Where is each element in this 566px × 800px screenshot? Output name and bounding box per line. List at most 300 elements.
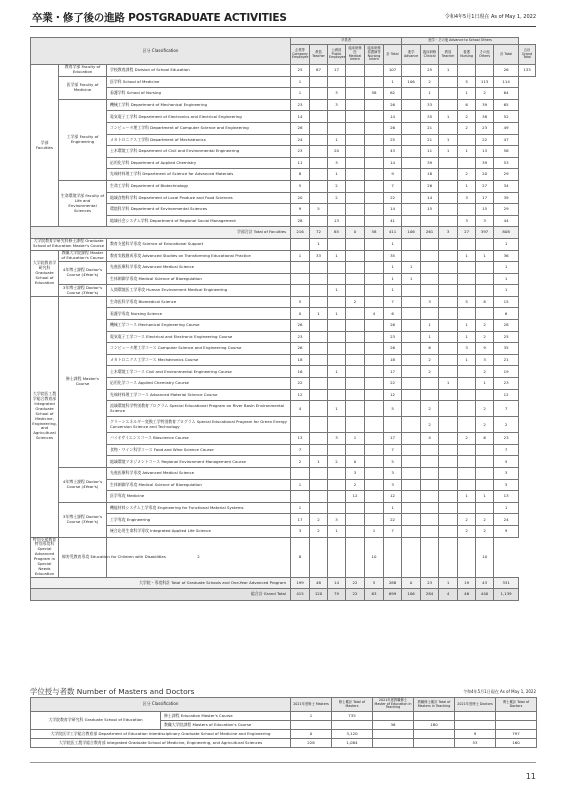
value-cell: 1 — [402, 262, 421, 274]
value-cell — [439, 308, 458, 320]
value-cell: 1 — [439, 577, 458, 589]
table-row — [31, 401, 536, 417]
row-label: 先端材料理工学コース Advanced Material Science Course — [107, 389, 291, 401]
value-cell — [421, 389, 439, 401]
value-cell: 2 — [328, 192, 346, 204]
value-cell: 23 — [494, 433, 519, 445]
value-cell — [402, 122, 421, 134]
value-cell — [439, 456, 458, 468]
value-cell — [346, 238, 365, 250]
value-cell: 2 — [476, 525, 494, 537]
value-cell — [346, 65, 365, 77]
value-cell — [421, 502, 439, 514]
row-label: 土木環境工学コース Civil and Environmental Engineering Course — [107, 366, 291, 378]
value-cell — [310, 401, 328, 417]
value-cell — [310, 169, 328, 181]
value-cell: 808 — [494, 227, 519, 239]
value-cell: 14 — [384, 111, 402, 123]
value-cell: 10 — [476, 537, 494, 577]
table-row — [31, 589, 536, 601]
value-cell: 38 — [476, 111, 494, 123]
value-cell — [328, 331, 346, 343]
table-row — [31, 354, 536, 366]
table-row — [31, 433, 536, 445]
value-cell — [384, 417, 402, 433]
value-cell: 72 — [310, 227, 328, 239]
value-cell — [402, 378, 421, 390]
value-cell: 6 — [476, 433, 494, 445]
value-cell — [421, 308, 439, 320]
value-cell: 17 — [476, 192, 494, 204]
value-cell — [365, 343, 384, 355]
value-cell — [365, 285, 384, 297]
value-cell: 26 — [384, 122, 402, 134]
row-label: 学校教育課程 Division of School Education — [107, 65, 291, 77]
value-cell — [310, 389, 328, 401]
value-cell — [439, 215, 458, 227]
value-cell — [439, 192, 458, 204]
value-cell — [328, 76, 346, 88]
value-cell — [458, 366, 476, 378]
value-cell: 1 — [439, 134, 458, 146]
row-label: 障害児教育専攻 Education for Children with Disabilities — [59, 537, 107, 577]
value-cell: 26 — [384, 343, 402, 355]
table-row — [31, 389, 536, 401]
value-cell: 2 — [458, 433, 476, 445]
value-cell — [346, 122, 365, 134]
value-cell — [328, 122, 346, 134]
value-cell: 5 — [291, 180, 310, 192]
value-cell: 3 — [346, 468, 365, 480]
value-cell: 1 — [458, 320, 476, 332]
degree-value-cell: 53 — [455, 739, 496, 748]
value-cell — [346, 444, 365, 456]
value-cell: 1 — [310, 238, 328, 250]
value-cell: 1 — [458, 250, 476, 262]
value-cell — [346, 146, 365, 158]
value-cell: 1 — [384, 502, 402, 514]
value-cell: 0 — [346, 456, 365, 468]
table-row — [31, 238, 536, 250]
value-cell — [439, 417, 458, 433]
value-cell: 5 — [384, 401, 402, 417]
value-cell — [310, 146, 328, 158]
value-cell — [365, 401, 384, 417]
value-cell — [421, 444, 439, 456]
value-cell: 53 — [494, 157, 519, 169]
value-cell — [476, 389, 494, 401]
value-cell: 2 — [421, 417, 439, 433]
value-cell — [328, 354, 346, 366]
value-cell: 3 — [421, 296, 439, 308]
value-cell: 5 — [458, 296, 476, 308]
section2-date: 令和4年5月1日現在 As of May 1, 2022 — [463, 689, 536, 694]
value-cell: 3 — [439, 227, 458, 239]
value-cell — [365, 99, 384, 111]
value-cell — [439, 238, 458, 250]
value-cell — [365, 354, 384, 366]
value-cell: 1 — [458, 88, 476, 100]
value-cell: 284 — [421, 589, 439, 601]
value-cell: 1 — [365, 525, 384, 537]
value-cell — [365, 169, 384, 181]
footer-rule — [30, 762, 536, 763]
value-cell: 0 — [291, 308, 310, 320]
value-cell — [421, 215, 439, 227]
classification-header: 区分 Classification — [31, 38, 291, 65]
value-cell: 5 — [310, 204, 328, 216]
value-cell — [439, 88, 458, 100]
value-cell — [421, 537, 439, 577]
value-cell: 35 — [384, 250, 402, 262]
value-cell: 22 — [291, 378, 310, 390]
value-cell — [365, 157, 384, 169]
column-header: 教員 Teacher — [310, 45, 328, 65]
value-cell — [346, 366, 365, 378]
value-cell: 39 — [476, 99, 494, 111]
value-cell — [346, 308, 365, 320]
value-cell: 216 — [291, 227, 310, 239]
title-rule — [30, 26, 536, 27]
value-cell — [476, 444, 494, 456]
value-cell — [310, 417, 328, 433]
value-cell: 5 — [365, 577, 384, 589]
value-cell — [402, 250, 421, 262]
value-cell: 2 — [328, 180, 346, 192]
value-cell — [346, 401, 365, 417]
group-label: 大学院医工農学総合教育部 Integrated Graduate School of Medicine, Engineering, and Agricultural Sciences — [31, 296, 59, 537]
group-label: 大学院教育学研究科 Graduate School of Education — [31, 250, 59, 296]
value-cell — [310, 378, 328, 390]
row-label: 地域社会システム学科 Department of Regional Social Management — [107, 215, 291, 227]
column-header: 進学 Advance — [402, 45, 421, 65]
value-cell — [346, 320, 365, 332]
value-cell: 2 — [476, 331, 494, 343]
postgraduate-table — [30, 37, 536, 601]
table-row — [31, 343, 536, 355]
value-cell — [402, 146, 421, 158]
value-cell — [310, 537, 328, 577]
row-label: 生体制御学専攻 Medical Science of Bioregulation — [107, 479, 291, 491]
row-label: コンピュータ理工学コース Computer Science and Engineering Course — [107, 343, 291, 355]
degree-value-cell — [455, 721, 496, 730]
value-cell: 14 — [384, 204, 402, 216]
value-cell — [346, 180, 365, 192]
row-label: 機械工学科 Department of Mechanical Engineering — [107, 99, 291, 111]
page-title: 卒業・修了後の進路 POSTGRADUATE ACTIVITIES — [32, 12, 287, 24]
value-cell — [365, 331, 384, 343]
subgroup-label: 医学部 Faculty of Medicine — [59, 76, 107, 99]
other-group-header: 進学・その他 Advance to School Others — [402, 38, 519, 45]
value-cell: 1 — [384, 76, 402, 88]
value-cell: 21 — [421, 134, 439, 146]
value-cell — [439, 401, 458, 417]
value-cell: 33 — [310, 250, 328, 262]
value-cell — [458, 468, 476, 480]
table-row — [31, 730, 537, 739]
value-cell — [310, 111, 328, 123]
table-row — [31, 134, 536, 146]
table-row — [31, 99, 536, 111]
value-cell — [365, 262, 384, 274]
degree-value-cell — [373, 712, 414, 721]
value-cell — [310, 262, 328, 274]
value-cell: 20 — [291, 192, 310, 204]
value-cell: 1 — [384, 285, 402, 297]
table-row — [31, 180, 536, 192]
value-cell — [402, 65, 421, 77]
table-row — [31, 366, 536, 378]
value-cell — [402, 514, 421, 526]
row-label: コンピュータ理工学科 Department of Computer Science and Engineering — [107, 122, 291, 134]
value-cell — [458, 157, 476, 169]
value-cell: 1 — [291, 479, 310, 491]
subgroup-label: 修士課程 Master's Course — [59, 296, 107, 467]
value-cell — [421, 514, 439, 526]
value-cell: 2 — [476, 366, 494, 378]
value-cell: 23 — [384, 331, 402, 343]
degree-column-header: 2021年度博士 Doctors — [455, 698, 496, 712]
value-cell: 415 — [291, 589, 310, 601]
row-label: 教育支援科学専攻 Science of Educational Support — [107, 238, 291, 250]
value-cell — [421, 378, 439, 390]
value-cell — [310, 444, 328, 456]
row-label: 応用化学コース Applied Chemistry Course — [107, 378, 291, 390]
value-cell: 7 — [291, 444, 310, 456]
value-cell — [291, 285, 310, 297]
value-cell — [402, 320, 421, 332]
value-cell — [310, 320, 328, 332]
degree-value-cell: 228 — [291, 739, 332, 748]
value-cell: 9 — [494, 525, 519, 537]
value-cell: 11 — [421, 146, 439, 158]
value-cell: 12 — [384, 389, 402, 401]
table-row — [31, 331, 536, 343]
degrees-classification-header: 区分 Classification — [31, 698, 291, 712]
degree-value-cell — [414, 739, 455, 748]
value-cell — [458, 401, 476, 417]
value-cell: 3 — [384, 479, 402, 491]
value-cell: 1 — [458, 180, 476, 192]
value-cell: 33 — [421, 99, 439, 111]
value-cell: 14 — [291, 111, 310, 123]
value-cell: 2 — [476, 88, 494, 100]
value-cell: 22 — [346, 589, 365, 601]
value-cell — [346, 389, 365, 401]
value-cell — [328, 537, 346, 577]
value-cell: 1 — [310, 456, 328, 468]
degree-value-cell: 3,120 — [332, 730, 373, 739]
value-cell: 26 — [291, 343, 310, 355]
value-cell — [310, 296, 328, 308]
value-cell — [310, 134, 328, 146]
value-cell — [346, 76, 365, 88]
value-cell — [402, 537, 421, 577]
value-cell — [439, 354, 458, 366]
value-cell: 22 — [384, 514, 402, 526]
table-row — [31, 273, 536, 285]
value-cell — [402, 134, 421, 146]
value-cell — [346, 215, 365, 227]
table-row — [31, 308, 536, 320]
value-cell: 15 — [421, 204, 439, 216]
value-cell: 13 — [328, 215, 346, 227]
value-cell: 39 — [421, 157, 439, 169]
degree-value-cell: 797 — [496, 730, 537, 739]
value-cell — [439, 366, 458, 378]
value-cell — [476, 65, 494, 77]
value-cell — [402, 192, 421, 204]
table-row — [31, 285, 536, 297]
degree-group-label: 大学院教育学研究科 Graduate School of Education — [31, 712, 161, 730]
column-header: 公務員 Public Employee — [328, 45, 346, 65]
table-row — [31, 204, 536, 216]
row-label: 食物・ワイン科学コース Food and Wine Science Course — [107, 444, 291, 456]
value-cell: 1 — [476, 378, 494, 390]
table-row — [31, 215, 536, 227]
value-cell — [402, 444, 421, 456]
value-cell: 114 — [494, 76, 519, 88]
value-cell — [310, 285, 328, 297]
value-cell — [365, 433, 384, 445]
value-cell: 411 — [384, 227, 402, 239]
value-cell: 2 — [328, 456, 346, 468]
value-cell: 7 — [384, 180, 402, 192]
value-cell: 10 — [365, 537, 384, 577]
column-header: 合計 Grand Total — [519, 45, 536, 65]
value-cell — [439, 250, 458, 262]
value-cell: 4 — [421, 433, 439, 445]
value-cell: 79 — [328, 589, 346, 601]
value-cell — [310, 502, 328, 514]
value-cell: 56 — [494, 146, 519, 158]
value-cell — [310, 331, 328, 343]
value-cell: 1 — [328, 308, 346, 320]
value-cell — [365, 204, 384, 216]
value-cell: 12 — [494, 389, 519, 401]
value-cell — [328, 378, 346, 390]
value-cell: 5 — [384, 456, 402, 468]
value-cell — [365, 366, 384, 378]
value-cell: 2 — [346, 296, 365, 308]
value-cell: 14 — [421, 192, 439, 204]
value-cell — [310, 273, 328, 285]
value-cell — [402, 238, 421, 250]
degree-group-label: 大学院医工農学総合教育部 Integrated Graduate School of Medicine, Engineering, and Agricultural Sciences — [31, 739, 291, 748]
value-cell — [328, 491, 346, 503]
value-cell — [439, 262, 458, 274]
value-cell — [402, 366, 421, 378]
row-label: 流域環境科学特別教育プログラム Special Educational Program on River Basin Environmental Science — [107, 401, 291, 417]
value-cell: 41 — [384, 215, 402, 227]
table-row — [31, 479, 536, 491]
value-cell — [328, 111, 346, 123]
value-cell: 5 — [458, 76, 476, 88]
value-cell — [328, 389, 346, 401]
value-cell: 1 — [494, 285, 519, 297]
table-row — [31, 250, 536, 262]
value-cell: 28 — [494, 320, 519, 332]
value-cell: 1 — [291, 88, 310, 100]
value-cell — [346, 204, 365, 216]
table-row — [31, 296, 536, 308]
value-cell: 1 — [421, 331, 439, 343]
value-cell: 4 — [439, 589, 458, 601]
value-cell — [421, 479, 439, 491]
value-cell: 24 — [291, 134, 310, 146]
value-cell: 23 — [291, 99, 310, 111]
table-row — [31, 417, 536, 433]
degree-column-header: 博士累計 Total of Doctors — [496, 698, 537, 712]
value-cell — [439, 491, 458, 503]
value-cell — [439, 468, 458, 480]
value-cell: 1 — [328, 366, 346, 378]
value-cell: 2 — [476, 514, 494, 526]
value-cell — [439, 76, 458, 88]
table-row — [31, 537, 536, 577]
value-cell: 62 — [384, 88, 402, 100]
degree-value-cell: 1,084 — [332, 739, 373, 748]
group-label: 特別支援教育特別専攻科 Special Advanced Program in Special Needs Education — [31, 537, 59, 577]
value-cell — [365, 192, 384, 204]
row-label: 電気電子工学科 Department of Electronics and Electrical Engineering — [107, 111, 291, 123]
value-cell — [310, 215, 328, 227]
value-cell: 7 — [384, 296, 402, 308]
value-cell — [310, 468, 328, 480]
section2-title: 学位授与者数 Number of Masters and Doctors — [30, 687, 195, 696]
value-cell — [402, 433, 421, 445]
value-cell: 39 — [494, 192, 519, 204]
value-cell: 3 — [328, 433, 346, 445]
value-cell — [346, 157, 365, 169]
table-row — [31, 111, 536, 123]
value-cell — [346, 514, 365, 526]
value-cell — [439, 296, 458, 308]
row-label: 土木環境工学科 Department of Civil and Environmental Engineering — [107, 146, 291, 158]
table-row — [31, 378, 536, 390]
value-cell: 0 — [346, 227, 365, 239]
row-label: 学部合計 Total of Faculties — [31, 227, 291, 239]
value-cell: 19 — [494, 366, 519, 378]
value-cell: 1 — [494, 273, 519, 285]
value-cell: 18 — [384, 354, 402, 366]
value-cell — [402, 285, 421, 297]
value-cell — [402, 169, 421, 181]
value-cell: 1 — [291, 502, 310, 514]
value-cell: 2 — [476, 401, 494, 417]
degree-value-cell: 36 — [373, 721, 414, 730]
value-cell: 3 — [458, 192, 476, 204]
value-cell — [310, 76, 328, 88]
value-cell: 15 — [494, 296, 519, 308]
value-cell — [476, 468, 494, 480]
value-cell — [346, 134, 365, 146]
value-cell — [365, 468, 384, 480]
row-label: 応用化学科 Department of Applied Chemistry — [107, 157, 291, 169]
value-cell — [421, 250, 439, 262]
value-cell: 6 — [384, 308, 402, 320]
value-cell: 1 — [328, 250, 346, 262]
table-row — [31, 157, 536, 169]
value-cell — [402, 215, 421, 227]
value-cell: 2 — [107, 537, 291, 577]
value-cell: 17 — [384, 433, 402, 445]
value-cell — [421, 238, 439, 250]
table-row — [31, 320, 536, 332]
value-cell: 120 — [310, 589, 328, 601]
value-cell: 52 — [494, 111, 519, 123]
value-cell — [458, 479, 476, 491]
